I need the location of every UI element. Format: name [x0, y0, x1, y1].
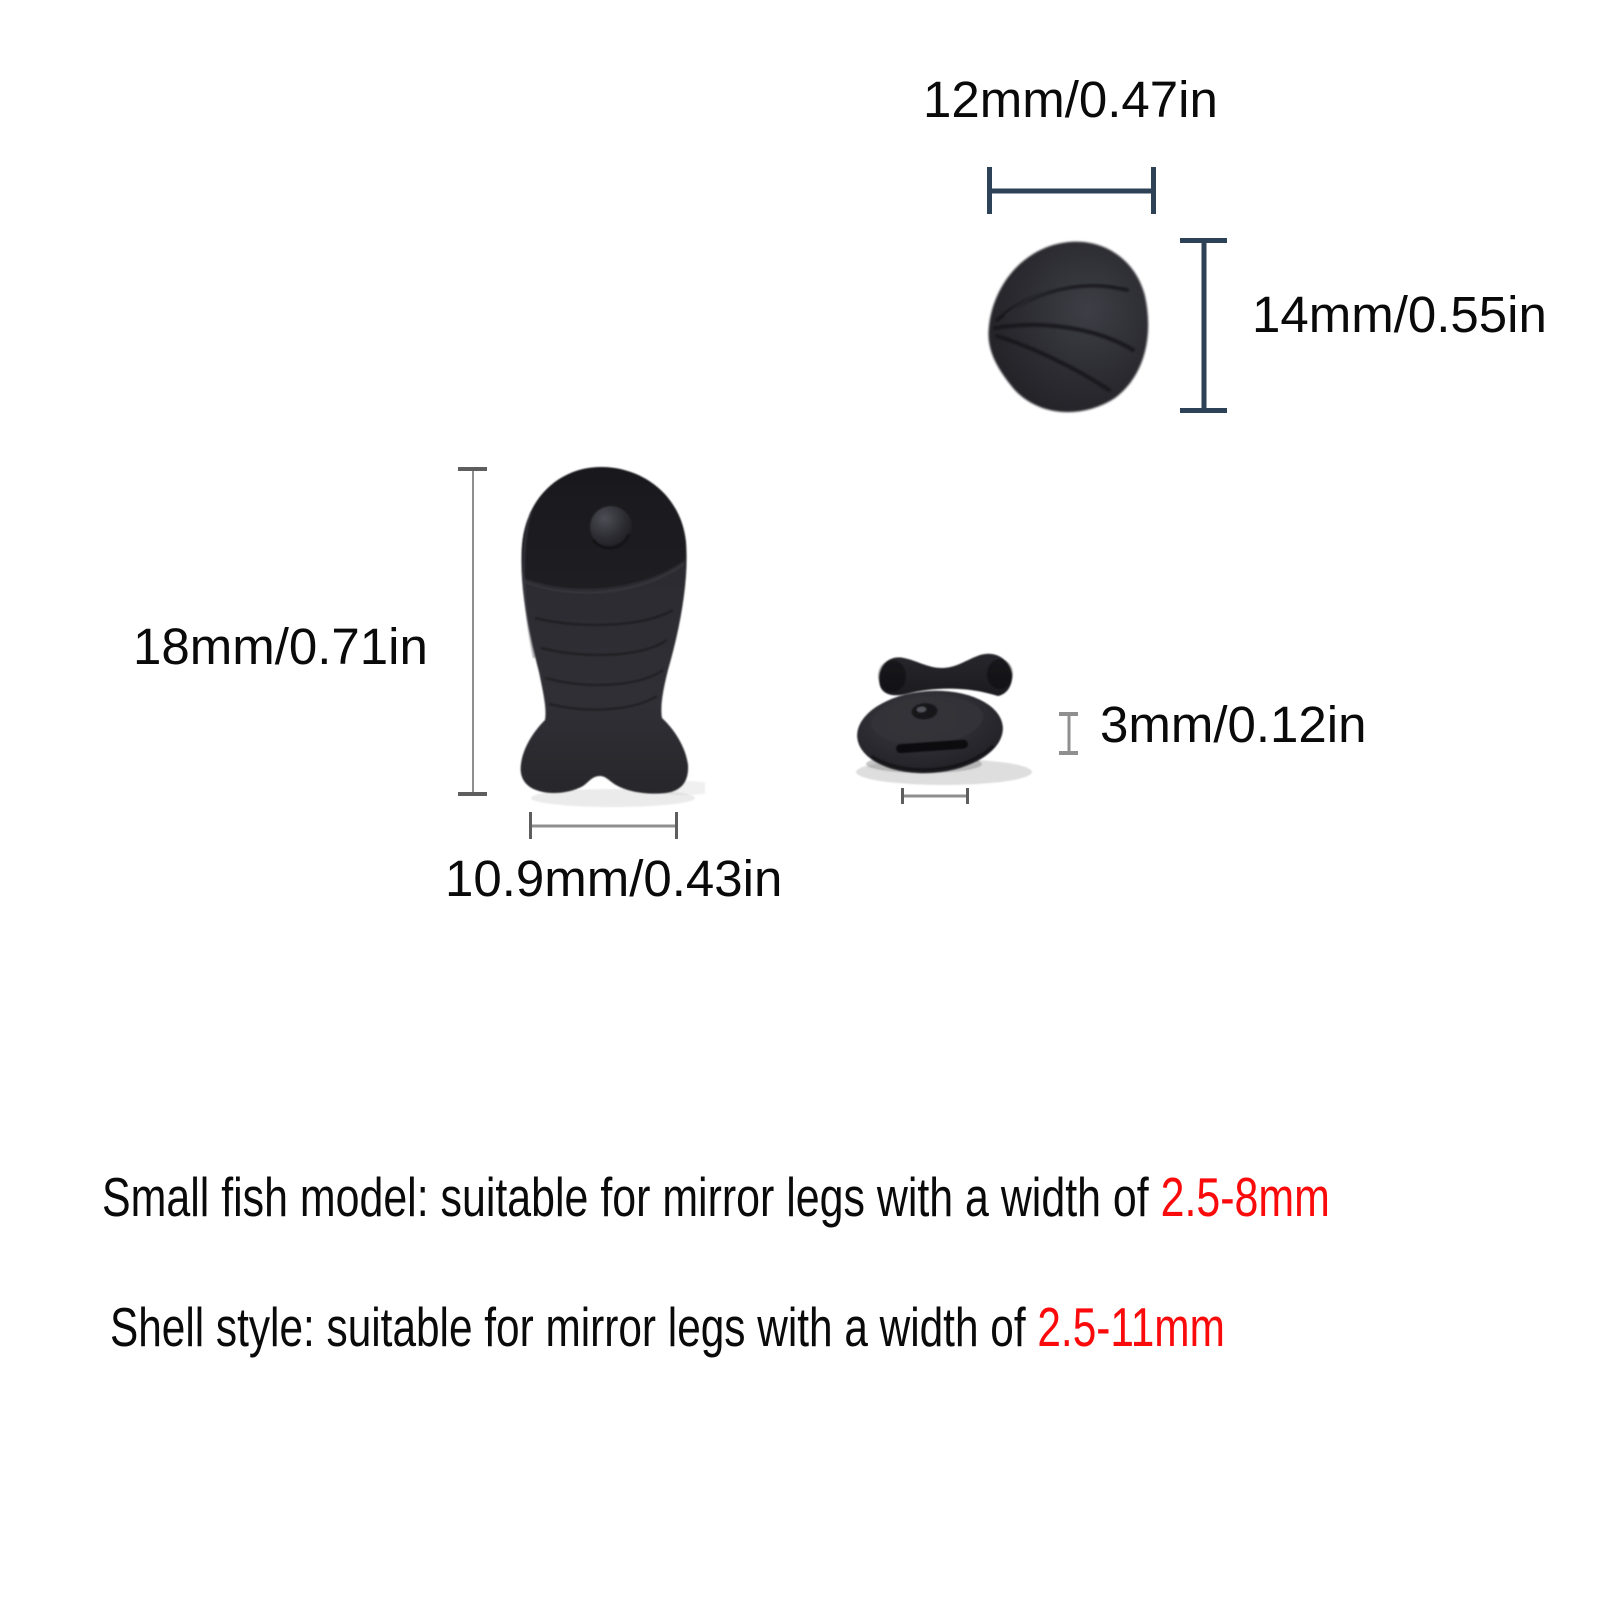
disc-thickness-label: 3mm/0.12in: [1100, 696, 1367, 753]
shell-height-measure-line: [1180, 238, 1227, 413]
shell-width-label: 12mm/0.47in: [923, 71, 1218, 128]
shell-height-label: 14mm/0.55in: [1252, 286, 1547, 343]
note-shell-style-text: Shell style: suitable for mirror legs with a width of: [110, 1296, 1038, 1358]
note-small-fish-range: 2.5-8mm: [1160, 1166, 1330, 1228]
fish-clip-product-image: [495, 450, 705, 810]
shell-clip-product-image: [975, 228, 1161, 426]
note-small-fish-text: Small fish model: suitable for mirror legs with a width of: [102, 1166, 1161, 1228]
fish-height-label: 18mm/0.71in: [133, 618, 428, 675]
fish-width-label: 10.9mm/0.43in: [445, 850, 783, 907]
note-shell-style-range: 2.5-11mm: [1037, 1296, 1225, 1358]
fish-width-measure-line: [529, 812, 678, 839]
note-shell-style: [110, 1296, 1225, 1358]
disc-thickness-measure-line: [1059, 712, 1078, 755]
clip-side-view-product-image: [840, 640, 1052, 810]
note-small-fish-model: [102, 1166, 1330, 1228]
disc-width-measure-line: [901, 788, 969, 804]
fish-height-measure-line: [458, 467, 487, 796]
shell-width-measure-line: [987, 167, 1156, 214]
